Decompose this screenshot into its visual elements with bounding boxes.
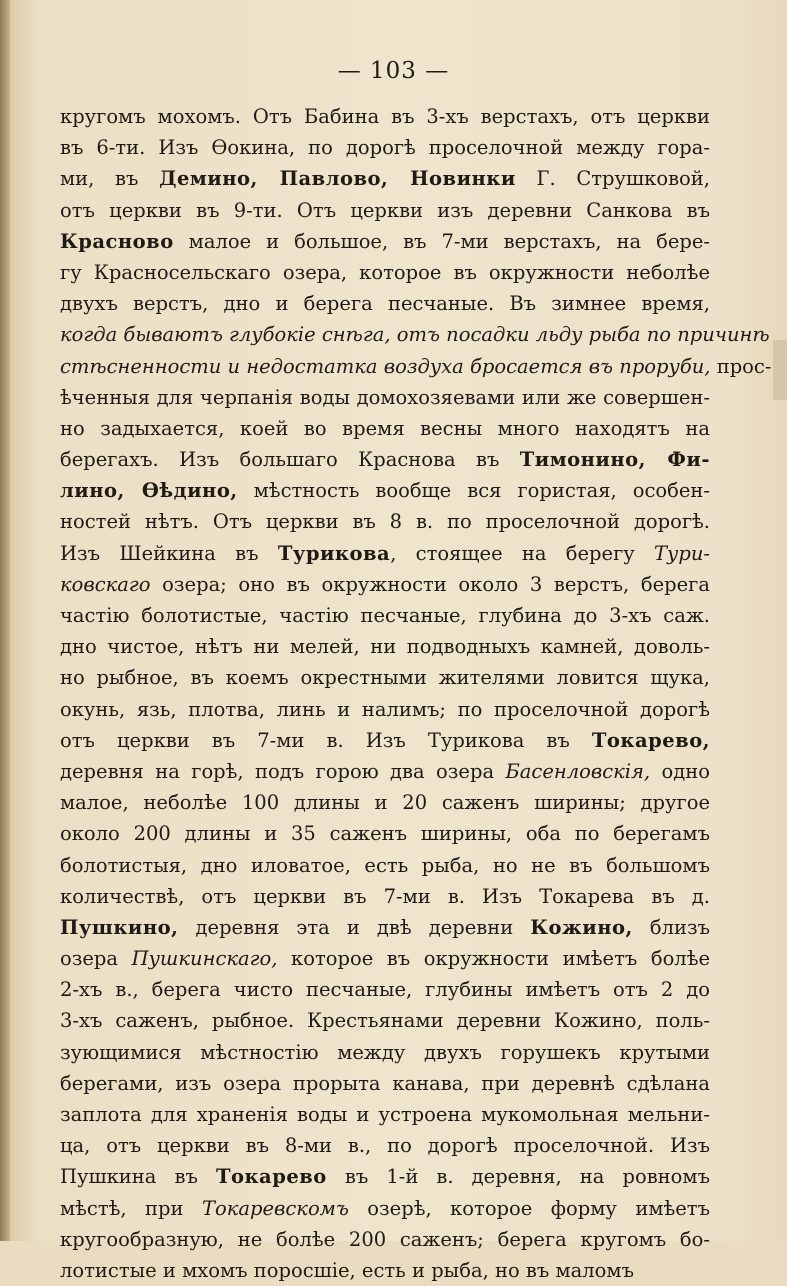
text-run: близъ [632,915,710,939]
text-line [60,132,710,163]
text-line [60,1068,710,1099]
text-line [60,257,710,288]
text-run: одно [650,759,711,783]
text-line [60,1130,710,1161]
text-line [60,475,710,506]
bold-place-name: Тимонино, Фи- [519,448,710,472]
text-run: Пушкина въ [60,1165,216,1189]
bold-place-name: Турикова [277,541,391,565]
text-run: двухъ верстъ, дно и берега песчаные. Въ зимнее время, [60,292,710,316]
text-run: озерѣ, которое форму имѣетъ [348,1196,711,1220]
text-run: окунь, язь, плотва, линь и налимъ; по проселочной дорогѣ [60,697,710,721]
text-line [60,1037,710,1068]
bold-place-name: Токарево, [591,728,710,752]
italic-text: ковскаго [60,572,151,596]
text-line [60,1005,710,1036]
text-line [60,351,772,382]
bold-place-name: Токарево [215,1165,327,1189]
text-line [60,413,710,444]
text-line [60,1161,710,1192]
text-line [60,444,710,475]
text-line [60,912,710,943]
text-line [60,382,710,413]
text-line [60,756,710,787]
text-line [60,631,710,662]
text-run: ми, въ [60,167,160,191]
text-line [60,881,710,912]
text-run: которое въ окружности имѣетъ болѣе [277,947,710,971]
bold-place-name: Пушкино, [60,915,179,939]
text-run: кругомъ мохомъ. Отъ Бабина въ 3-хъ верстахъ, отъ церкви [60,105,710,128]
text-line [60,163,710,194]
text-line [60,1224,710,1255]
italic-text: Басенловскія, [505,759,651,783]
text-run: 3-хъ саженъ, рыбное. Крестьянами деревни Кожино, поль- [60,1009,710,1033]
text-line [60,101,710,132]
text-line [60,662,710,693]
text-line [60,195,710,226]
text-line [60,288,710,319]
bold-place-name: лино, Ѳѣдино, [60,479,238,503]
text-run: , стоящее на берегу [390,541,655,565]
italic-text: Токаревскомъ [201,1196,349,1220]
text-run: Г. Струшковой, [515,167,710,191]
text-line [60,226,710,257]
text-run: ѣченныя для черпанія воды домохозяевами или же совершен- [60,385,710,409]
text-line [60,1193,710,1224]
text-run: частію болотистые, частію песчаные, глубина до 3-хъ саж. [60,604,710,627]
text-run: гу Красносельскаго озера, которое въ окружности неболѣе [60,260,710,284]
page-edge-stain [773,340,787,400]
text-run: деревня эта и двѣ деревни [178,915,531,939]
text-run: кругообразную, не болѣе 200 саженъ; берега кругомъ бо- [60,1227,710,1251]
text-line [60,506,710,537]
text-line [60,1099,710,1130]
page-binding-edge [0,0,10,1241]
bold-place-name: Красново [60,229,174,253]
text-run: отъ церкви въ 7-ми в. Изъ Турикова въ [60,728,592,752]
text-run: въ 1-й в. деревня, на ровномъ [326,1165,710,1189]
italic-text: стѣсненности и недостатка воздуха бросается въ проруби, [60,354,711,378]
text-run: около 200 длины и 35 саженъ ширины, оба по берегамъ [60,822,710,846]
text-run: но задыхается, коей во время весны много находятъ на [60,416,710,440]
body-text [60,101,772,1286]
text-run: берегахъ. Изъ большаго Краснова въ [60,448,520,472]
italic-text: когда бываютъ глубокіе снѣга, отъ посадки льду рыба по причинѣ [60,323,770,347]
text-run: ностей нѣтъ. Отъ церкви въ 8 в. по проселочной дорогѣ. [60,510,710,534]
text-run: лотистые и мхомъ поросшіе, есть и рыба, но въ маломъ [60,1258,634,1282]
text-run: Изъ Шейкина въ [60,541,278,565]
text-line [60,943,710,974]
text-run: деревня на горѣ, подъ горою два озера [60,759,506,783]
text-line [60,694,710,725]
text-line [60,1255,710,1286]
text-run: ца, отъ церкви въ 8-ми в., по дорогѣ проселочной. Изъ [60,1134,710,1158]
text-line [60,319,770,350]
text-run: зующимися мѣстностію между двухъ горушекъ крутыми [60,1040,710,1064]
text-run: прос- [710,354,772,378]
text-run: озера; оно въ окружности около 3 верстъ, берега [150,572,710,596]
text-run: малое, неболѣе 100 длины и 20 саженъ ширины; другое [60,791,710,815]
text-line [60,600,710,631]
text-run: но рыбное, въ коемъ окрестными жителями ловится щука, [60,666,710,690]
text-line [60,850,710,881]
text-line [60,818,710,849]
text-run: заплота для храненія воды и устроена мукомольная мельни- [60,1103,710,1126]
text-run: въ 6-ти. Изъ Ѳокина, по дорогѣ проселочной между гора- [60,136,710,160]
text-run: 2-хъ в., берега чисто песчаные, глубины имѣетъ отъ 2 до [60,978,710,1002]
text-run: малое и большое, въ 7-ми верстахъ, на бере- [173,229,710,253]
bold-place-name: Демино, Павлово, Новинки [159,167,516,191]
text-run: количествѣ, отъ церкви въ 7-ми в. Изъ Токарева въ д. [60,884,710,908]
text-run: дно чистое, нѣтъ ни мелей, ни подводныхъ камней, доволь- [60,635,710,659]
italic-text: Пушкинскаго, [131,947,278,971]
text-line [60,787,710,818]
text-run: мѣстность вообще вся гористая, особен- [237,479,711,503]
text-run: болотистыя, дно иловатое, есть рыба, но не въ большомъ [60,853,710,877]
text-run: берегами, изъ озера прорыта канава, при деревнѣ сдѣлана [60,1071,710,1095]
italic-text: Тури- [654,541,710,565]
text-run: мѣстѣ, при [60,1196,202,1220]
text-line [60,725,710,756]
bold-place-name: Кожино, [530,915,633,939]
text-run: отъ церкви въ 9-ти. Отъ церкви изъ деревни Санкова въ [60,198,710,222]
text-line [60,974,710,1005]
page-number: — 103 — [337,58,450,84]
text-line [60,569,710,600]
text-run: озера [60,947,132,971]
text-line [60,538,710,569]
